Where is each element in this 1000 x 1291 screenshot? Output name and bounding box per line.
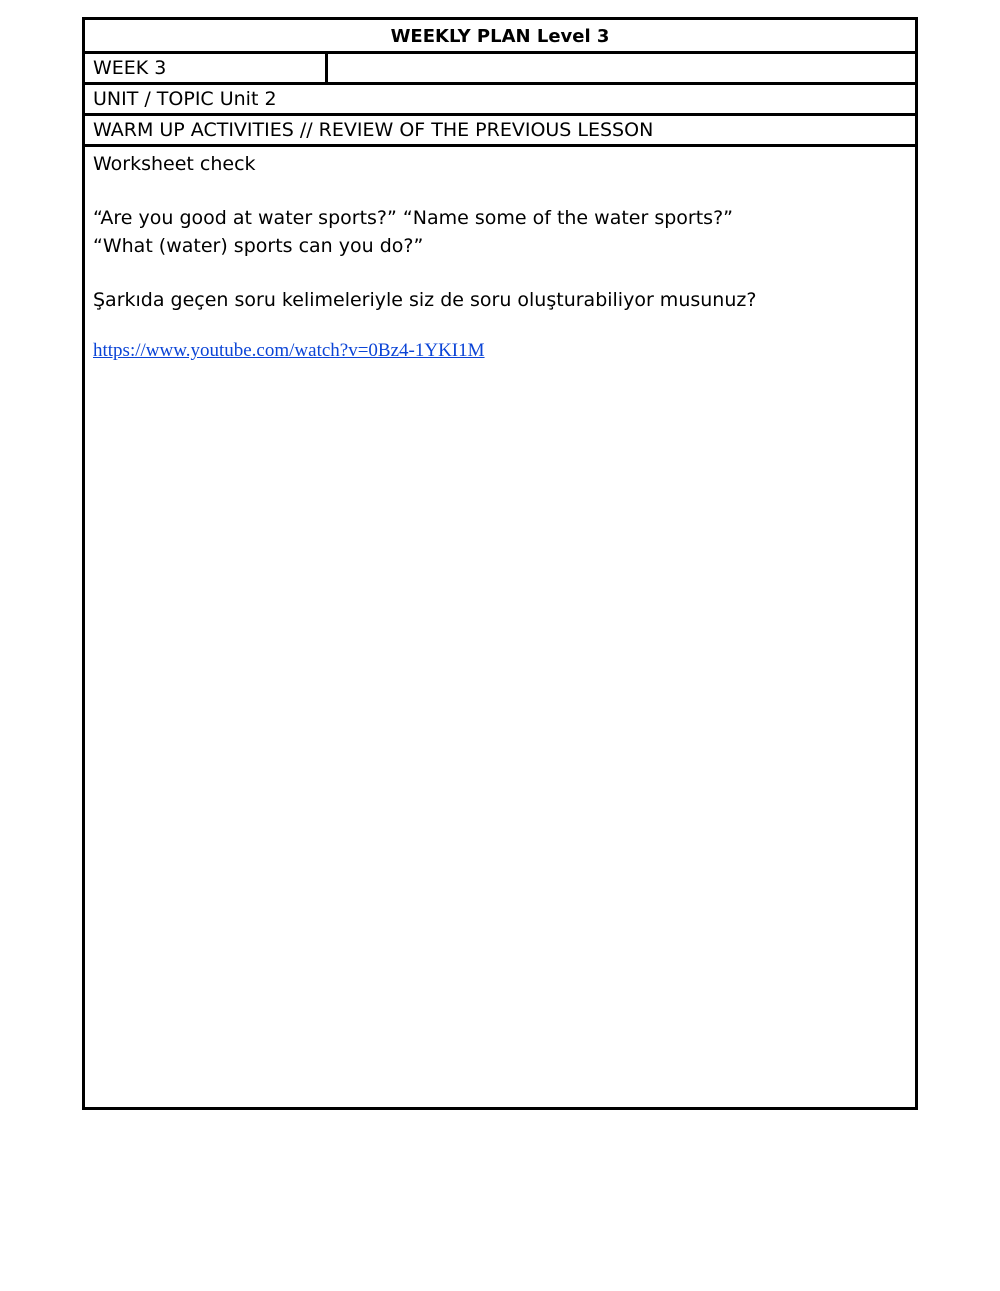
- week-row: [85, 54, 915, 85]
- plan-title: WEEKLY PLAN Level 3: [85, 20, 915, 54]
- warmup-content: [85, 147, 915, 1107]
- week-detail-cell: [328, 54, 915, 82]
- week-label: WEEK 3: [85, 54, 328, 82]
- question-line-1: “Are you good at water sports?” “Name some of the water sports?”: [93, 207, 734, 229]
- warmup-heading: WARM UP ACTIVITIES // REVIEW OF THE PREVIOUS LESSON: [85, 116, 915, 147]
- unit-topic-row: UNIT / TOPIC Unit 2: [85, 85, 915, 116]
- question-line-2: “What (water) sports can you do?”: [93, 235, 424, 257]
- weekly-plan-sheet: [82, 17, 918, 1110]
- worksheet-check-text: Worksheet check: [93, 153, 256, 175]
- instruction-text: Şarkıda geçen soru kelimeleriyle siz de soru oluşturabiliyor musunuz?: [93, 289, 757, 311]
- video-link-line: [93, 336, 907, 365]
- youtube-link[interactable]: https://www.youtube.com/watch?v=0Bz4-1YKI1M: [93, 340, 485, 361]
